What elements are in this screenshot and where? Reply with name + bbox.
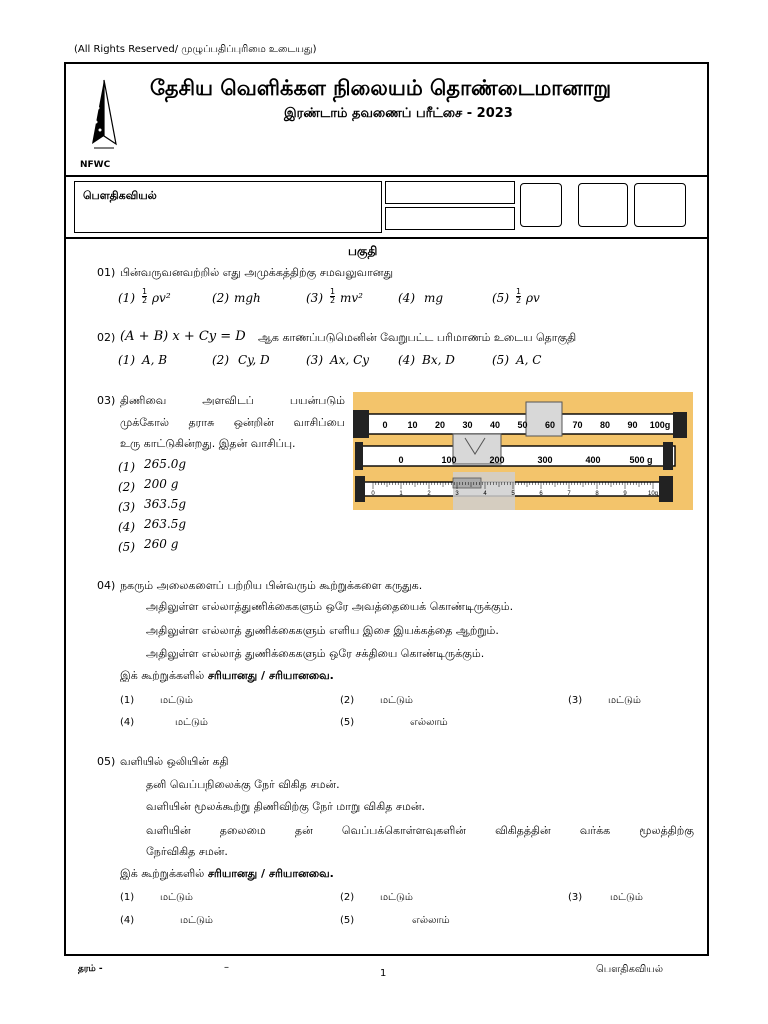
q2-opt3-value: Ax, Cy <box>330 353 370 367</box>
beam3-label-2: 2 <box>427 491 431 497</box>
beam-balance-svg <box>353 392 693 510</box>
beam3-label-8: 8 <box>595 491 599 497</box>
q5-opt4-number: (4) <box>120 915 135 926</box>
footer-grade-label: தரம் - <box>78 964 103 974</box>
q3-opt2-number: (2) <box>118 480 135 494</box>
q5-statement-1: தனி வெப்பநிலைக்கு நேர் விகித சமன். <box>146 778 340 791</box>
q4-opt5-number: (5) <box>340 717 355 728</box>
q2-opt5-number: (5) <box>492 353 509 367</box>
q4-opt5-value: எல்லாம் <box>410 717 448 728</box>
q2-opt4-number: (4) <box>398 353 415 367</box>
beam1-label-10: 100g <box>649 420 671 430</box>
q3-line1: திணிவை அளவிடப் பயன்படும் <box>120 394 345 407</box>
name-field[interactable] <box>385 181 515 204</box>
q3-opt3-number: (3) <box>118 500 135 514</box>
q1-text: பின்வருவனவற்றில் எது அமுக்கத்திற்கு சமவலுவானது <box>120 266 394 279</box>
beam2-label-4: 400 <box>585 455 601 465</box>
rights-notice: (All Rights Reserved/ முழுப்பதிப்புரிமை உடையது) <box>74 44 317 55</box>
q5-opt2-value: மட்டும் <box>380 892 413 903</box>
q4-opt4-number: (4) <box>120 717 135 728</box>
q1-opt4-number: (4) <box>398 291 415 305</box>
q4-text: நகரும் அலைகளைப் பற்றிய பின்வரும் கூற்றுக்களை கருதுக. <box>120 579 423 592</box>
q2-opt1-value: A, B <box>142 353 168 367</box>
q2-options <box>118 353 698 373</box>
beam2-label-2: 200 <box>489 455 505 465</box>
q4-opt1-number: (1) <box>120 695 135 706</box>
beam1-label-0: 0 <box>382 420 388 430</box>
beam3-label-4: 4 <box>483 491 487 497</box>
q2-opt1-number: (1) <box>118 353 135 367</box>
q4-ask-text: இக் கூற்றுக்களில் <box>120 669 205 682</box>
q1-opt3-half: $\frac{1}{2}$ <box>330 287 336 305</box>
q1-opt1-half: $\frac{1}{2}$ <box>142 287 148 305</box>
q5-ask-text: இக் கூற்றுக்களில் <box>120 867 205 880</box>
q2-opt5-value: A, C <box>516 353 542 367</box>
subject-box <box>74 181 382 233</box>
q4-number: 04) <box>97 579 116 592</box>
beam3-label-5: 5 <box>511 491 515 497</box>
q3-line3: உரு காட்டுகின்றது. இதன் வாசிப்பு. <box>120 437 296 450</box>
beam1-label-6: 60 <box>544 420 556 430</box>
q3-opt4 <box>118 517 238 537</box>
q5-opt2-number: (2) <box>340 892 355 903</box>
beam1-label-5: 50 <box>517 420 528 430</box>
logo-icon <box>84 78 124 160</box>
q4-opt3-value: மட்டும் <box>608 695 641 706</box>
footer-dash: – <box>224 962 229 973</box>
q3-opt1 <box>118 457 238 477</box>
beam1-label-4: 40 <box>489 420 501 430</box>
q5-statement-3: வளியின் தலைமை தன் வெப்பக்கொள்ளவுகளின் விகிதத்தின் வர்க்க மூலத்திற்கு <box>146 824 694 837</box>
beam3-label-9: 9 <box>623 491 627 497</box>
q4-opt2-number: (2) <box>340 695 355 706</box>
q5-opt1-number: (1) <box>120 892 135 903</box>
beam3-label-7: 7 <box>567 491 571 497</box>
triple-beam-balance-figure <box>353 392 693 510</box>
q2-opt3-number: (3) <box>306 353 323 367</box>
mark-box-2[interactable] <box>578 183 628 227</box>
section-title: பகுதி <box>348 244 378 258</box>
q3-number: 03) <box>97 394 116 407</box>
q5-opt4-value: மட்டும் <box>180 915 213 926</box>
q5-opt3-number: (3) <box>568 892 583 903</box>
q3-opt3 <box>118 497 238 517</box>
q5-statement-3-cont: நேர்விகித சமன். <box>146 845 228 858</box>
q1-opt4-value: mg <box>424 291 444 305</box>
q4-opt1-value: மட்டும் <box>160 695 193 706</box>
q3-opt4-value: 263.5g <box>144 517 187 531</box>
subject-label: பௌதிகவியல் <box>83 189 157 202</box>
footer-subject: பௌதிகவியல் <box>596 964 664 975</box>
header-divider <box>64 175 709 177</box>
q1-opt1-number: (1) <box>118 291 135 305</box>
q4-opt4-value: மட்டும் <box>175 717 208 728</box>
beam3-label-6: 6 <box>539 491 543 497</box>
q1-opt1-value: ρv² <box>152 291 171 305</box>
beam1-label-7: 70 <box>572 420 583 430</box>
beam2-label-5: 500 g <box>629 455 653 465</box>
q5-opt5-value: எல்லாம் <box>412 915 450 926</box>
beam1-label-8: 80 <box>599 420 611 430</box>
q1-number: 01) <box>97 266 116 279</box>
beam3-label-0: 0 <box>371 491 375 497</box>
beam2-label-1: 100 <box>441 455 457 465</box>
institute-title: தேசிய வெளிக்கள நிலையம் தொண்டைமானாறு <box>150 76 612 100</box>
q4-opt2-value: மட்டும் <box>380 695 413 706</box>
beam1-label-9: 90 <box>627 420 638 430</box>
q4-ask-bold: சரியானது / சரியானவை. <box>207 669 334 682</box>
q3-opt2 <box>118 477 238 497</box>
q2-opt2-value: Cy, D <box>238 353 270 367</box>
q5-number: 05) <box>97 755 116 768</box>
q4-ask <box>120 669 334 684</box>
q4-statement-2: அதிலுள்ள எல்லாத் துணிக்கைகளும் எளிய இசை இயக்கத்தை ஆற்றும். <box>146 624 499 637</box>
mark-box-1[interactable] <box>520 183 562 227</box>
q5-opt3-value: மட்டும் <box>610 892 643 903</box>
q3-opt2-value: 200 g <box>144 477 179 491</box>
q3-opt1-number: (1) <box>118 460 135 474</box>
q5-text: வளியில் ஒலியின் கதி <box>120 755 229 768</box>
q2-opt4-value: Bx, D <box>422 353 455 367</box>
q1-opt3-value: mv² <box>340 291 363 305</box>
beam3-label-3: 3 <box>455 491 459 497</box>
q2-expression: (A + B) x + Cy = D <box>120 329 246 344</box>
q1-opt5-number: (5) <box>492 291 509 305</box>
q2-number: 02) <box>97 331 116 344</box>
q5-ask-bold: சரியானது / சரியானவை. <box>207 867 334 880</box>
mark-box-3[interactable] <box>634 183 686 227</box>
subject-divider <box>64 237 709 239</box>
exam-title: இரண்டாம் தவணைப் பரீட்சை - 2023 <box>284 106 513 121</box>
q1-options <box>118 288 698 310</box>
q3-line2: முக்கோல் தராசு ஒன்றின் வாசிப்பை <box>120 416 345 429</box>
q4-statement-3: அதிலுள்ள எல்லாத் துணிக்கைகளும் ஒரே சக்தியை கொண்டிருக்கும். <box>146 647 485 660</box>
q5-ask <box>120 867 334 882</box>
q5-statement-2: வளியின் மூலக்கூற்று திணிவிற்கு நேர் மாறு விகித சமன். <box>146 800 425 813</box>
beam2-label-3: 300 <box>537 455 553 465</box>
q3-opt3-value: 363.5g <box>144 497 187 511</box>
logo <box>84 78 124 158</box>
beam3-label-1: 1 <box>399 491 403 497</box>
q5-opt5-number: (5) <box>340 915 355 926</box>
q4-opt3-number: (3) <box>568 695 583 706</box>
q3-opt1-value: 265.0g <box>144 457 187 471</box>
q3-opt5-value: 260 g <box>144 537 179 551</box>
q4-statement-1: அதிலுள்ள எல்லாத்துணிக்கைகளும் ஒரே அவத்தையைக் கொண்டிருக்கும். <box>146 600 514 613</box>
q3-opt4-number: (4) <box>118 520 135 534</box>
q2-opt2-number: (2) <box>212 353 229 367</box>
q2-text: ஆக காணப்படுமெனின் வேறுபட்ட பரிமாணம் உடைய தொகுதி <box>258 331 577 344</box>
footer-page-number: 1 <box>380 968 387 979</box>
logo-text: NFWC <box>80 160 111 170</box>
beam1-label-2: 20 <box>434 420 446 430</box>
beam3-label-10: 10g <box>647 491 659 497</box>
q1-opt2-value: mgh <box>234 291 261 305</box>
q1-opt3-number: (3) <box>306 291 323 305</box>
q3-opt5 <box>118 537 238 557</box>
q5-opt1-value: மட்டும் <box>160 892 193 903</box>
beam2-label-0: 0 <box>398 455 404 465</box>
index-field[interactable] <box>385 207 515 230</box>
beam1-label-3: 30 <box>462 420 473 430</box>
q3-opt5-number: (5) <box>118 540 135 554</box>
q1-opt5-value: ρv <box>526 291 540 305</box>
q1-opt2-number: (2) <box>212 291 229 305</box>
q1-opt5-half: $\frac{1}{2}$ <box>516 287 522 305</box>
q3-options <box>118 457 238 557</box>
beam1-label-1: 10 <box>407 420 418 430</box>
